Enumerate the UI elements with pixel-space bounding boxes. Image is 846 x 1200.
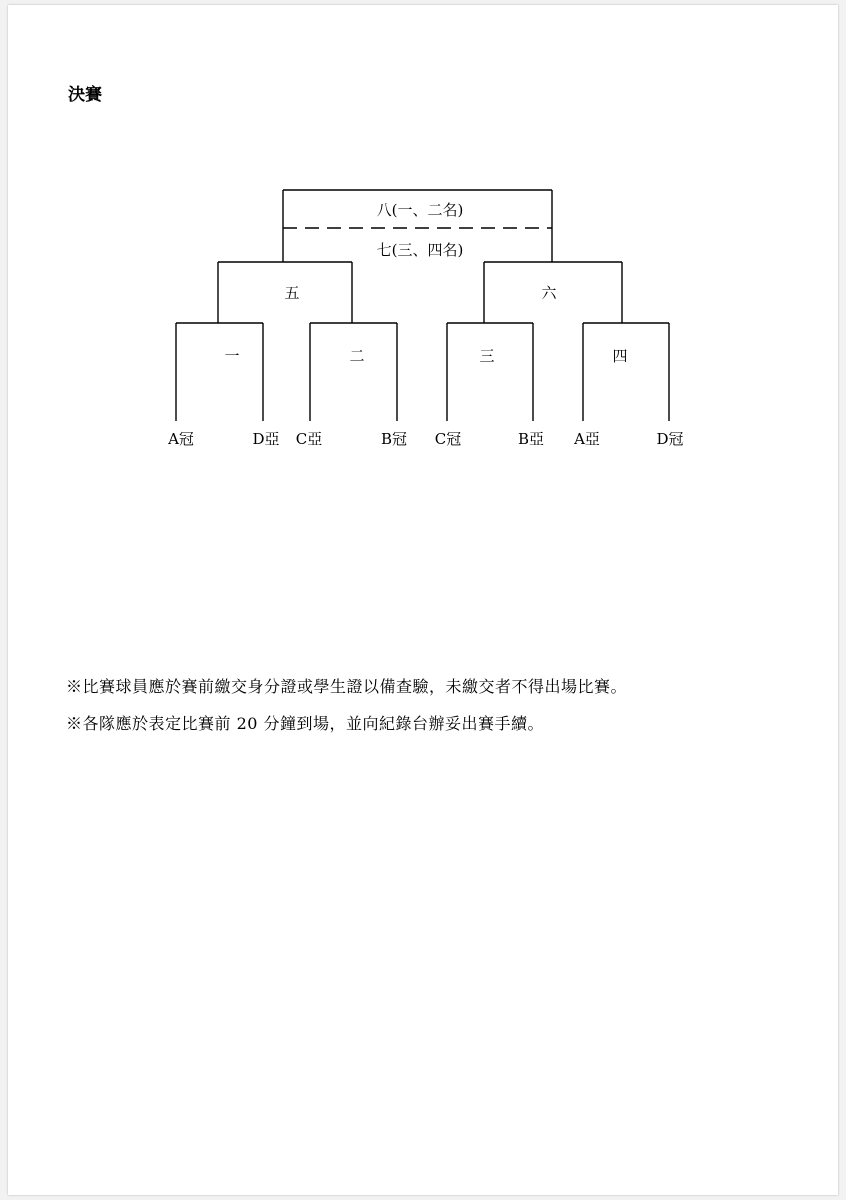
- semi-label-6: 六: [541, 284, 557, 302]
- entrant-slot: C亞: [295, 430, 323, 448]
- entrant-slot: B冠: [380, 430, 408, 448]
- note-id-requirement: ※比賽球員應於賽前繳交身分證或學生證以備查驗，未繳交者不得出場比賽。: [66, 677, 628, 696]
- quarter-label-1: 一: [224, 347, 240, 365]
- entrant-slot: D亞: [252, 430, 280, 448]
- entrant-slot: A冠: [168, 430, 194, 448]
- notes-section: [66, 668, 627, 742]
- quarter-label-4: 四: [612, 347, 628, 365]
- tournament-bracket: [0, 0, 846, 500]
- page-heading: 決賽: [68, 85, 102, 105]
- entrant-slot: C冠: [434, 430, 462, 448]
- third-place-label: 七(三、四名): [376, 241, 464, 259]
- final-label: 八(一、二名): [376, 201, 464, 219]
- semi-label-5: 五: [284, 284, 300, 302]
- quarter-label-2: 二: [349, 347, 365, 365]
- note-arrival-time: ※各隊應於表定比賽前 20 分鐘到場，並向紀錄台辦妥出賽手續。: [66, 714, 545, 733]
- entrant-slot: B亞: [517, 430, 545, 448]
- entrant-slot: A亞: [574, 430, 600, 448]
- quarter-label-3: 三: [479, 347, 495, 365]
- entrant-slot: D冠: [656, 430, 684, 448]
